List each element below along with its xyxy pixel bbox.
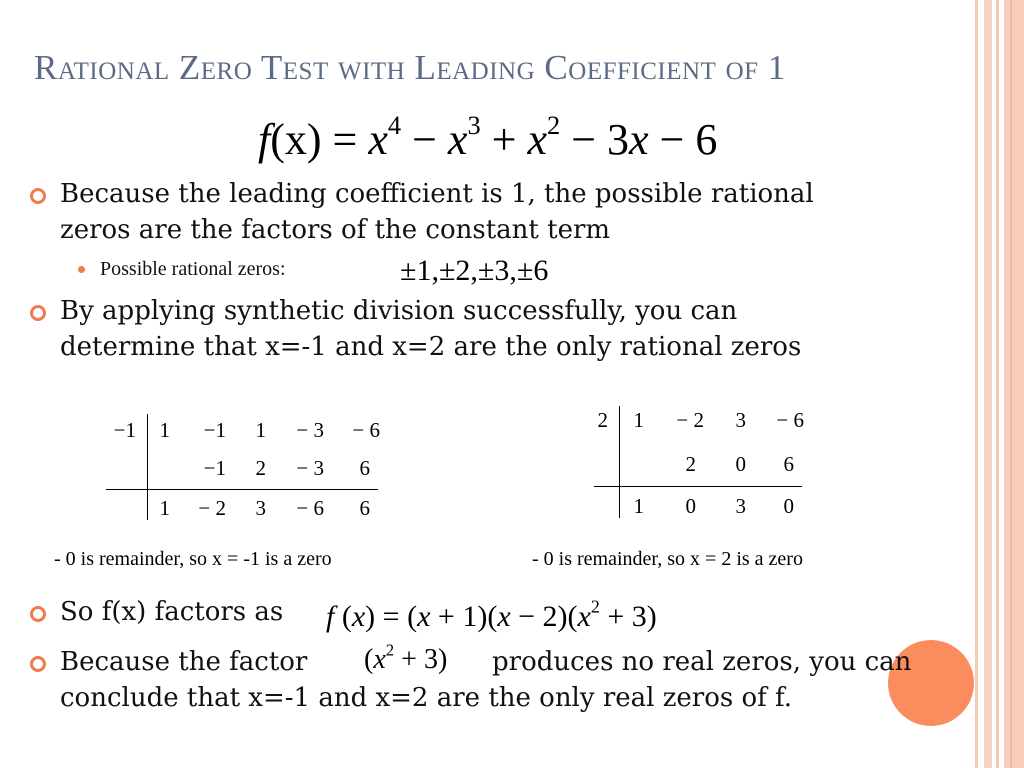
bullet-icon <box>30 305 46 321</box>
formula-part: f <box>258 115 271 164</box>
bullet-4-line-1-end: produces no real zeros, you can <box>492 647 912 677</box>
synth-cell: − 6 <box>296 496 324 520</box>
synth-cell: 3 <box>255 496 266 520</box>
formula-part: x <box>447 115 468 164</box>
formula-exponent: 2 <box>547 110 561 141</box>
formula-exponent: 3 <box>467 110 481 141</box>
synth-rule <box>106 489 378 490</box>
possible-zeros-label: Possible rational zeros: <box>100 258 286 280</box>
synth-cell: − 3 <box>296 456 324 480</box>
factored-formula <box>326 596 657 633</box>
bullet-1-line-2: zeros are the factors of the constant term <box>60 215 611 245</box>
synth-cell: 0 <box>783 494 794 518</box>
formula-part: − 3 <box>560 115 630 164</box>
bullet-2 <box>60 293 801 365</box>
decorative-stripe <box>975 0 978 768</box>
synth-cell: 2 <box>685 452 696 476</box>
formula-part: x <box>497 600 511 633</box>
formula-part: ( <box>334 600 352 633</box>
formula-part: + 3) <box>394 644 448 675</box>
synth-cell: 6 <box>783 452 794 476</box>
synth-cell: 1 <box>159 418 170 442</box>
bullet-1 <box>60 176 814 248</box>
possible-zeros-value: ±1,±2,±3,±6 <box>400 254 549 287</box>
bullet-icon <box>30 606 46 622</box>
sub-bullet-icon <box>78 266 85 273</box>
factor-expression <box>364 640 448 675</box>
synth-cell: − 2 <box>676 408 704 432</box>
decorative-stripe <box>984 0 992 768</box>
formula-part: x <box>373 644 386 675</box>
formula-part: + 3) <box>599 600 657 633</box>
synth-cell: −1 <box>203 418 226 442</box>
synth-cell: 1 <box>633 408 644 432</box>
synth-cell: − 2 <box>198 496 226 520</box>
bullet-4-line-1-start: Because the factor <box>60 647 308 677</box>
formula-part: + 1)( <box>430 600 498 633</box>
decorative-stripe <box>996 0 999 768</box>
bullet-3: So f(x) factors as <box>60 597 284 627</box>
bullet-2-line-1: By applying synthetic division successfully, you can <box>60 296 738 326</box>
synth-cell: 1 <box>159 496 170 520</box>
synth-cell: 3 <box>735 408 746 432</box>
synth-cell: 6 <box>359 456 370 480</box>
bullet-icon <box>30 188 46 204</box>
decorative-stripe <box>1004 0 1024 768</box>
synth-cell: − 6 <box>776 408 804 432</box>
remainder-note-2: - 0 is remainder, so x = 2 is a zero <box>532 548 803 570</box>
formula-part: + <box>480 115 528 164</box>
formula-part: ( <box>364 644 374 675</box>
formula-part: − 2)( <box>510 600 578 633</box>
synth-cell: 2 <box>255 456 266 480</box>
formula-part: x <box>351 600 366 633</box>
slide-title: Rational Zero Test with Leading Coefficient of 1 <box>34 48 786 87</box>
synth-cell: 6 <box>359 496 370 520</box>
main-formula <box>258 110 718 164</box>
formula-part: ) = ( <box>365 600 418 633</box>
formula-part: x <box>527 115 548 164</box>
bullet-1-line-1: Because the leading coefficient is 1, the possible rational <box>60 179 814 209</box>
formula-part: f <box>326 600 335 633</box>
formula-exponent: 4 <box>387 110 402 141</box>
formula-part: x <box>577 600 591 633</box>
formula-exponent: 2 <box>590 596 600 617</box>
formula-part: − <box>401 115 448 164</box>
bullet-2-line-2: determine that x=-1 and x=2 are the only rational zeros <box>60 332 802 362</box>
formula-part: (x) = <box>270 115 369 164</box>
formula-part: x <box>629 115 649 164</box>
synth-cell: 3 <box>735 494 746 518</box>
synth-cell: 1 <box>255 418 266 442</box>
decorative-stripe <box>1010 0 1012 768</box>
synth-cell: 0 <box>685 494 696 518</box>
formula-part: x <box>417 600 431 633</box>
synth-rule <box>594 486 802 487</box>
formula-part: x <box>368 115 388 164</box>
formula-exponent: 2 <box>385 640 395 660</box>
synth-cell: 1 <box>633 494 644 518</box>
bullet-4-line-2: conclude that x=-1 and x=2 are the only real zeros of f. <box>60 683 792 713</box>
synth-cell: − 6 <box>352 418 380 442</box>
formula-part: − 6 <box>648 115 718 164</box>
synth-divisor: 2 <box>597 408 608 432</box>
synth-cell: −1 <box>203 456 226 480</box>
remainder-note-1: - 0 is remainder, so x = -1 is a zero <box>54 548 332 570</box>
bullet-icon <box>30 656 46 672</box>
synth-cell: 0 <box>735 452 746 476</box>
synth-divisor: −1 <box>113 418 136 442</box>
synth-cell: − 3 <box>296 418 324 442</box>
